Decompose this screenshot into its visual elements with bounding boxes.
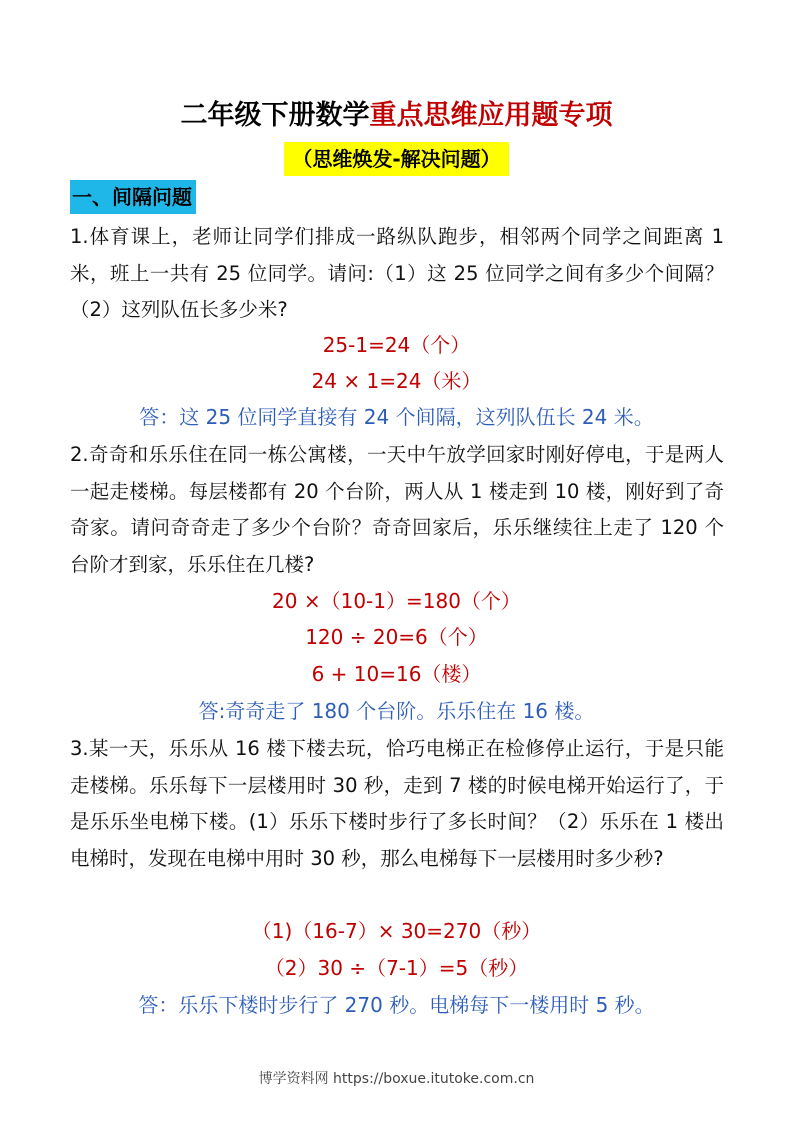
problem-2-formula-3: 6 + 10=16（楼） <box>311 662 482 686</box>
title-black-part: 二年级下册数学 <box>180 100 370 131</box>
title-red-part: 重点思维应用题专项 <box>369 100 613 131</box>
problem-1-formula-1: 25-1=24（个） <box>322 333 471 357</box>
problem-3-answer: 答：乐乐下楼时步行了 270 秒。电梯每下一楼用时 5 秒。 <box>138 993 655 1017</box>
subtitle: （思维焕发-解决问题） <box>284 142 508 176</box>
subtitle-container <box>0 142 793 176</box>
problem-1-formula-2: 24 × 1=24（米） <box>311 369 482 393</box>
problem-2-formula-2: 120 ÷ 20=6（个） <box>305 625 488 649</box>
page-title <box>0 96 793 136</box>
problem-1-text: 1.体育课上，老师让同学们排成一路纵队跑步，相邻两个同学之间距离 1 米，班上一共有 25 位同学。请问:（1）这 25 位同学之间有多少个间隔？（2）这列队伍长多少米? <box>70 225 724 321</box>
problem-3-formula-1: （1)（16-7）× 30=270（秒） <box>251 919 542 943</box>
problem-2-answer: 答:奇奇走了 180 个台阶。乐乐住在 16 楼。 <box>198 699 595 723</box>
problem-2-text: 2.奇奇和乐乐住在同一栋公寓楼，一天中午放学回家时刚好停电，于是两人一起走楼梯。每层楼都有 20 个台阶，两人从 1 楼走到 10 楼，刚好到了奇奇家。请问奇奇走了多少个台阶？奇奇回家后，乐乐继续往上走了 120 个台阶才到家，乐乐住在几楼? <box>70 443 724 576</box>
footer-watermark: 博学资料网 https://boxue.itutoke.com.cn <box>258 1071 535 1087</box>
problem-3-text: 3.某一天，乐乐从 16 楼下楼去玩，恰巧电梯正在检修停止运行，于是只能走楼梯。乐乐每下一层楼用时 30 秒，走到 7 楼的时候电梯开始运行了，于是乐乐坐电梯下楼。(1）乐乐下楼时步行了多长时间？（2）乐乐在 1 楼出电梯时，发现在电梯中用时 30 秒，那么电梯每下一层楼用时多少秒? <box>70 737 724 870</box>
section-heading: 一、间隔问题 <box>70 180 196 214</box>
problem-2-formula-1: 20 ×（10-1）=180（个） <box>272 589 521 613</box>
problem-3-formula-2: （2）30 ÷（7-1）=5（秒） <box>264 956 529 980</box>
problem-1-answer: 答：这 25 位同学直接有 24 个间隔，这列队伍长 24 米。 <box>139 405 654 429</box>
